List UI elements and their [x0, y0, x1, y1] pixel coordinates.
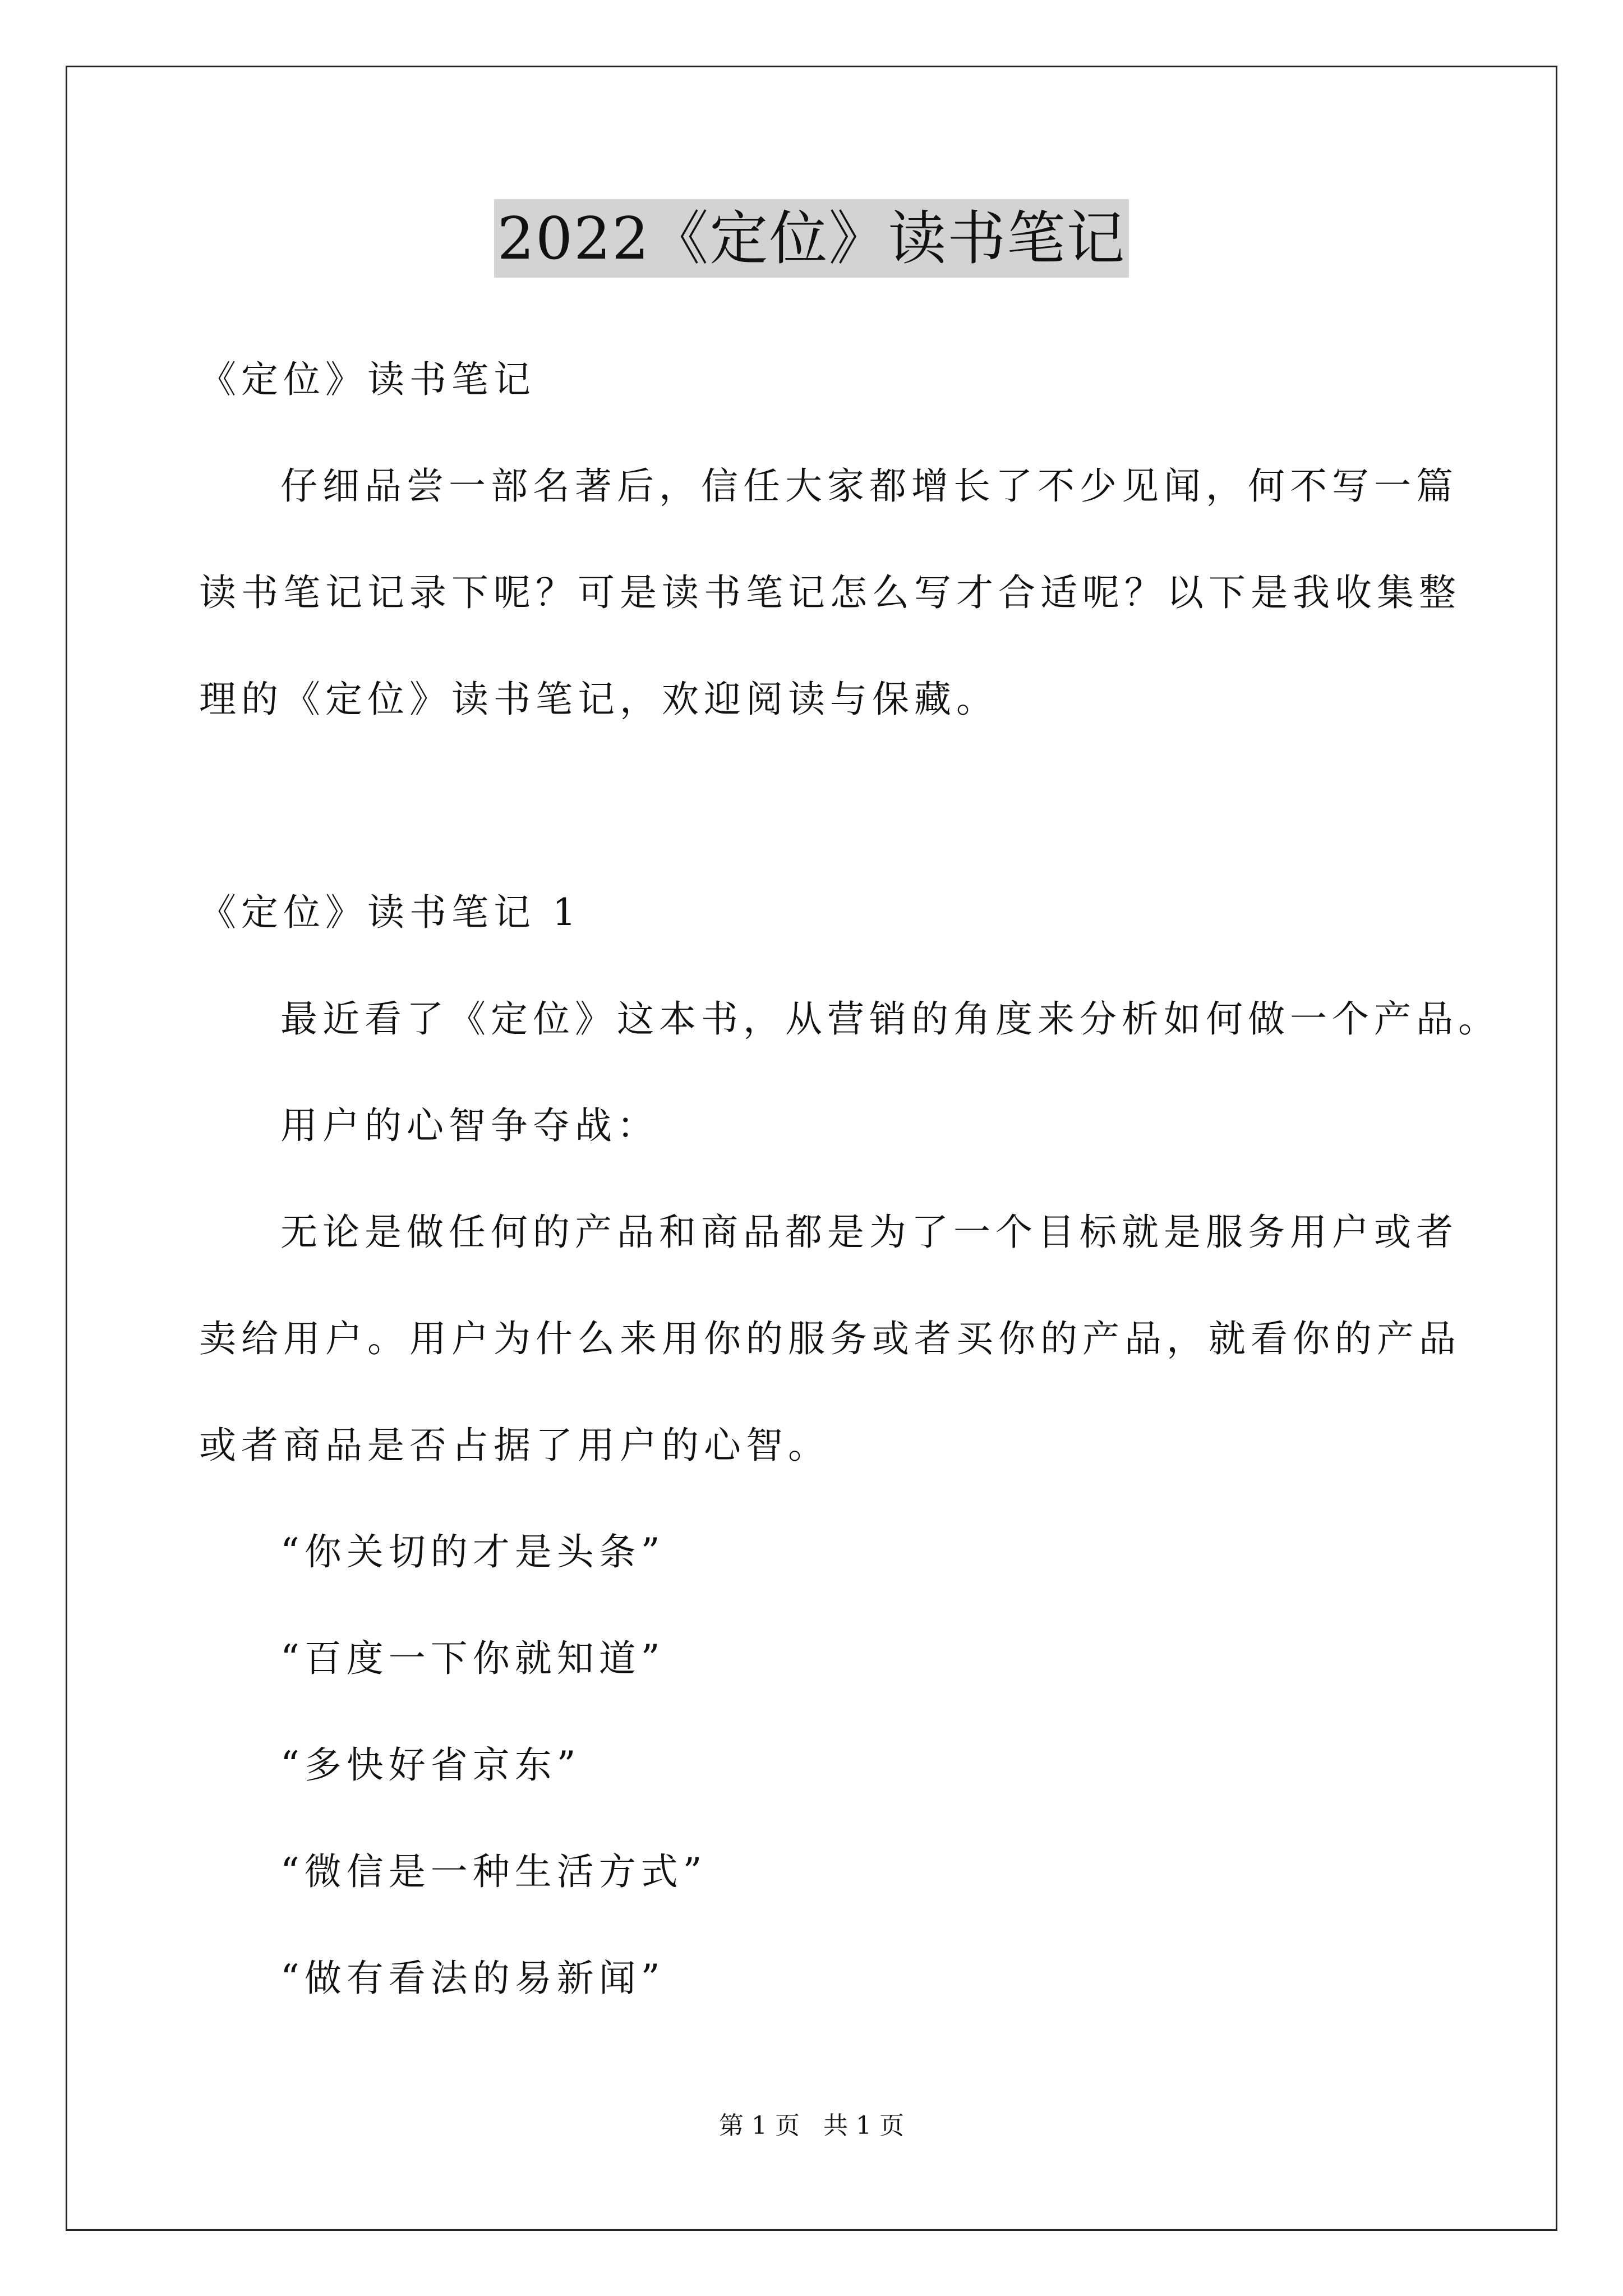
title-container: [0, 199, 1623, 278]
paragraph-line: 用户的心智争夺战：: [280, 1104, 659, 1147]
paragraph-line: 理的《定位》读书笔记，欢迎阅读与保藏。: [199, 678, 998, 721]
page-footer: 第 1 页 共 1 页: [719, 2111, 904, 2140]
slogan-line: “做有看法的易新闻”: [280, 1957, 665, 2000]
paragraph-line: 最近看了《定位》这本书，从营销的角度来分析如何做一个产品。: [280, 997, 1500, 1041]
paragraph-line: 无论是做任何的产品和商品都是为了一个目标就是服务用户或者: [280, 1211, 1458, 1254]
slogan-line: “百度一下你就知道”: [280, 1637, 665, 1680]
slogan-line: “微信是一种生活方式”: [280, 1850, 707, 1893]
paragraph-line: 读书笔记记录下呢？可是读书笔记怎么写才合适呢？以下是我收集整: [199, 571, 1461, 614]
document-title: 2022《定位》读书笔记: [494, 199, 1129, 278]
paragraph-line: 仔细品尝一部名著后，信任大家都增长了不少见闻，何不写一篇: [280, 464, 1458, 508]
slogan-line: “多快好省京东”: [280, 1743, 581, 1787]
slogan-line: “你关切的才是头条”: [280, 1530, 665, 1573]
paragraph-line: 或者商品是否占据了用户的心智。: [199, 1424, 830, 1467]
section-heading: 《定位》读书笔记: [199, 358, 536, 401]
section-heading: 《定位》读书笔记 1: [199, 891, 581, 934]
paragraph-line: 卖给用户。用户为什么来用你的服务或者买你的产品，就看你的产品: [199, 1317, 1461, 1360]
